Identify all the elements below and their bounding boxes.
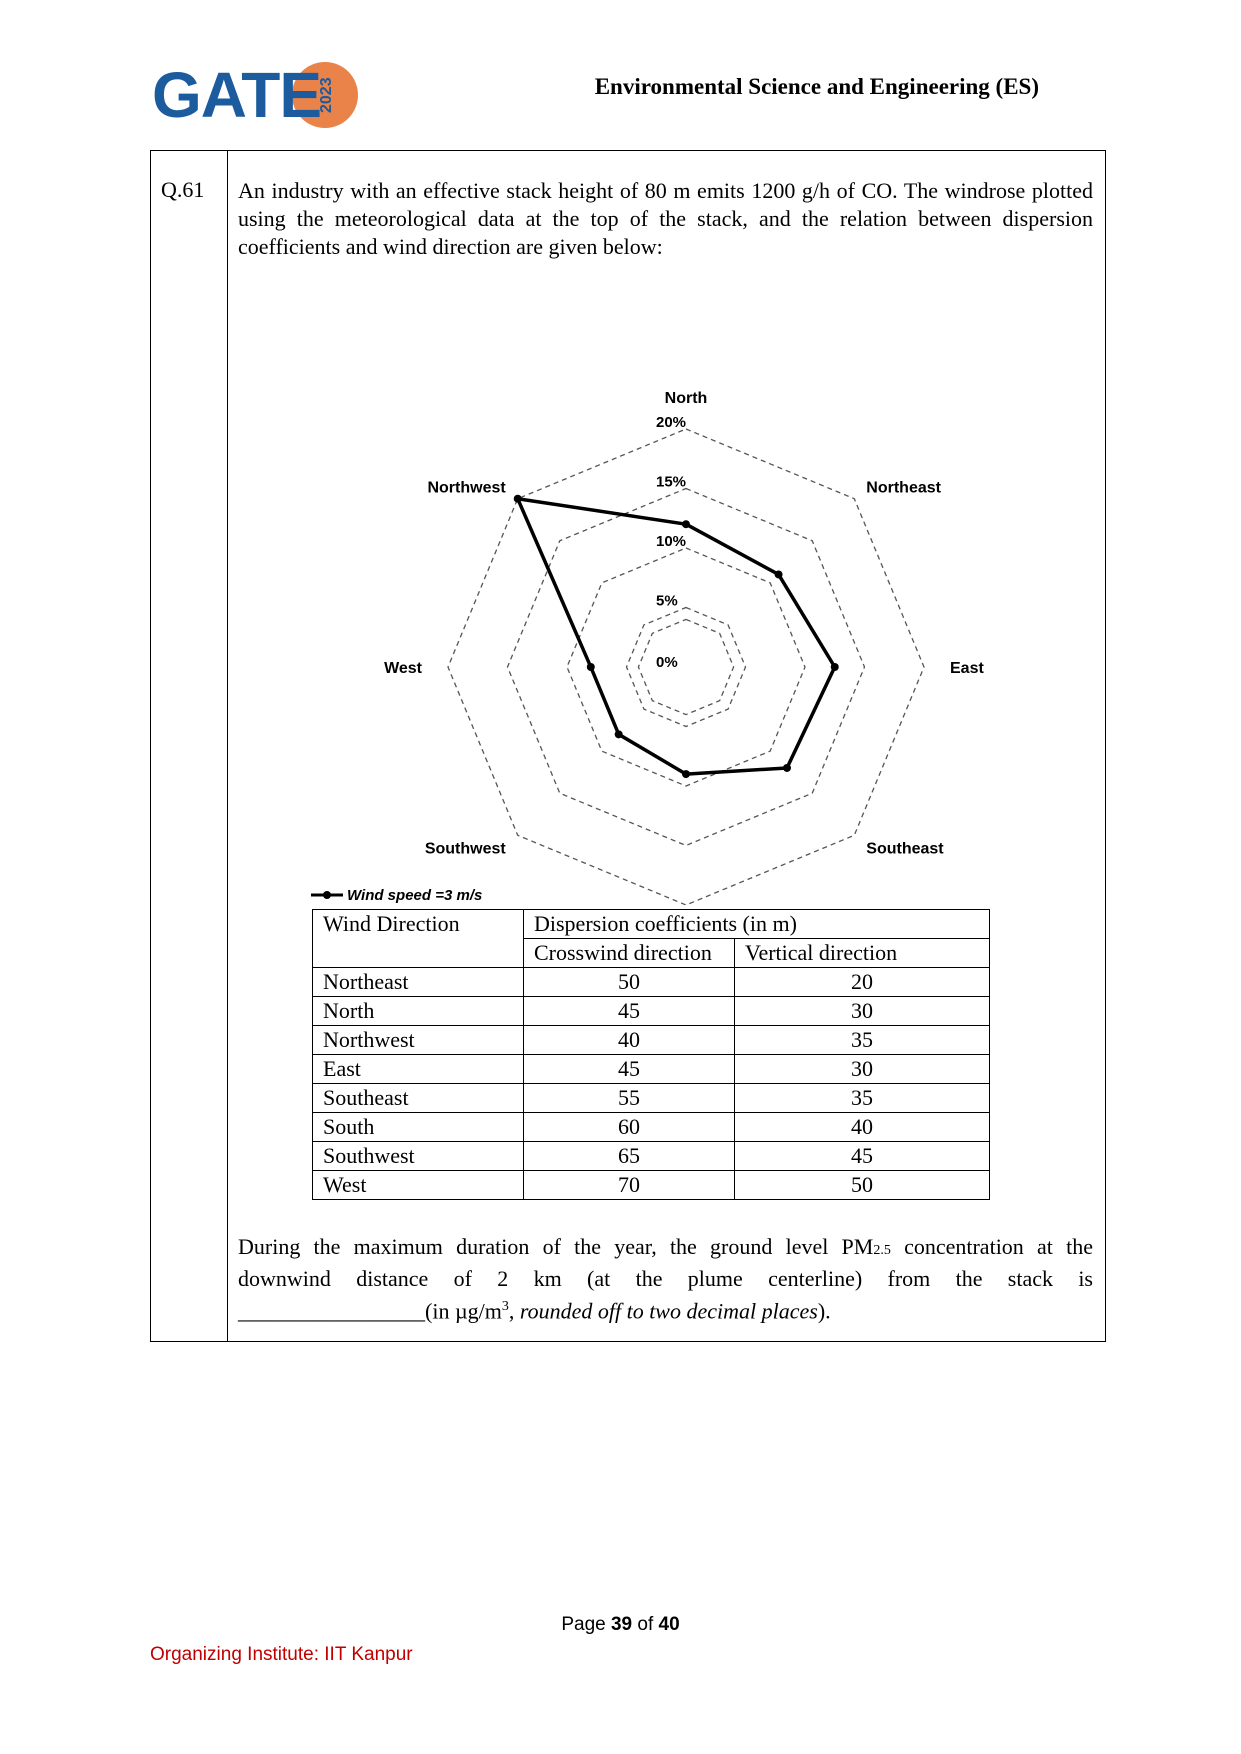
table-row bbox=[313, 1171, 990, 1200]
cell-crosswind: 40 bbox=[524, 1026, 735, 1055]
footer-subscript: 2.5 bbox=[873, 1243, 891, 1258]
data-point bbox=[514, 495, 522, 503]
question-number: Q.61 bbox=[161, 177, 205, 202]
grid-ring bbox=[567, 548, 805, 786]
footer-line-3 bbox=[238, 1293, 1093, 1325]
data-point bbox=[831, 663, 839, 671]
table-row bbox=[313, 997, 990, 1026]
header-wind-direction: Wind Direction bbox=[313, 910, 524, 968]
unit-superscript: 3 bbox=[501, 1299, 509, 1314]
legend-label: Wind speed =3 m/s bbox=[347, 887, 483, 904]
gate-logo bbox=[152, 58, 362, 134]
cell-vertical: 40 bbox=[735, 1113, 990, 1142]
direction-label: East bbox=[950, 660, 984, 677]
data-point bbox=[783, 764, 791, 772]
cell-crosswind: 60 bbox=[524, 1113, 735, 1142]
data-point bbox=[775, 570, 783, 578]
ring-label: 15% bbox=[656, 473, 687, 491]
cell-crosswind: 50 bbox=[524, 968, 735, 997]
footer-end: ). bbox=[817, 1298, 831, 1324]
data-point bbox=[615, 730, 623, 738]
table-row bbox=[313, 1142, 990, 1171]
data-point bbox=[682, 770, 690, 778]
page-number bbox=[0, 1614, 1241, 1636]
column-divider bbox=[227, 151, 228, 1341]
question-footer bbox=[238, 1233, 1093, 1325]
page-total: 40 bbox=[658, 1614, 680, 1635]
table-row bbox=[313, 1026, 990, 1055]
grid-ring bbox=[627, 608, 746, 727]
cell-vertical: 45 bbox=[735, 1142, 990, 1171]
ring-label: 10% bbox=[656, 533, 687, 550]
table-row bbox=[313, 1055, 990, 1084]
cell-crosswind: 45 bbox=[524, 997, 735, 1026]
cell-vertical: 50 bbox=[735, 1171, 990, 1200]
table-row bbox=[313, 1113, 990, 1142]
cell-crosswind: 45 bbox=[524, 1055, 735, 1084]
question-text: An industry with an effective stack height of 80 m emits 1200 g/h of CO. The windrose plotted using the meteorological data at the top of the stack, and the relation between dispersion coefficients and wind direction are given below: bbox=[238, 178, 1093, 259]
header-dispersion: Dispersion coefficients (in m) bbox=[524, 910, 990, 939]
cell-direction: North bbox=[313, 997, 524, 1026]
rounding-note: rounded off to two decimal places bbox=[519, 1298, 818, 1324]
cell-vertical: 30 bbox=[735, 997, 990, 1026]
footer-text-a: During the maximum duration of the year, the ground level PM bbox=[238, 1234, 874, 1259]
ring-label: 0% bbox=[656, 654, 678, 671]
windrose-chart bbox=[231, 275, 1101, 905]
direction-label: West bbox=[384, 660, 422, 677]
cell-direction: South bbox=[313, 1113, 524, 1142]
ring-label: 5% bbox=[656, 592, 678, 610]
page-mid: of bbox=[632, 1614, 659, 1635]
direction-label: North bbox=[664, 390, 708, 407]
data-point bbox=[587, 663, 595, 671]
page-current: 39 bbox=[610, 1614, 633, 1635]
dispersion-table bbox=[312, 909, 990, 1200]
answer-blank: _________________ bbox=[238, 1298, 425, 1324]
table-row bbox=[313, 968, 990, 997]
cell-vertical: 35 bbox=[735, 1026, 990, 1055]
cell-crosswind: 55 bbox=[524, 1084, 735, 1113]
unit-comma: , bbox=[508, 1298, 520, 1324]
cell-direction: Northwest bbox=[313, 1026, 524, 1055]
table-row bbox=[313, 1084, 990, 1113]
direction-label: Northwest bbox=[427, 479, 506, 497]
footer-line-1 bbox=[238, 1233, 1093, 1265]
cell-vertical: 30 bbox=[735, 1055, 990, 1084]
direction-label: Southwest bbox=[424, 840, 506, 858]
logo-text: GATE bbox=[152, 59, 322, 131]
data-point bbox=[682, 520, 690, 528]
cell-vertical: 20 bbox=[735, 968, 990, 997]
cell-direction: Southeast bbox=[313, 1084, 524, 1113]
page-prefix: Page bbox=[561, 1614, 611, 1635]
header-crosswind: Crosswind direction bbox=[524, 939, 735, 968]
logo-year: 2023 bbox=[318, 77, 335, 113]
footer-text-b: concentration at the bbox=[890, 1234, 1093, 1259]
organizing-institute: Organizing Institute: IIT Kanpur bbox=[150, 1644, 413, 1665]
paper-title: Environmental Science and Engineering (ES) bbox=[594, 74, 1039, 99]
header-vertical: Vertical direction bbox=[735, 939, 990, 968]
direction-label: Northeast bbox=[866, 479, 941, 497]
question-box bbox=[150, 150, 1106, 1342]
cell-direction: East bbox=[313, 1055, 524, 1084]
footer-line-2: downwind distance of 2 km (at the plume centerline) from the stack is bbox=[238, 1266, 1093, 1291]
cell-direction: West bbox=[313, 1171, 524, 1200]
unit-text: (in µg/m bbox=[425, 1298, 502, 1324]
cell-crosswind: 65 bbox=[524, 1142, 735, 1171]
cell-direction: Southwest bbox=[313, 1142, 524, 1171]
grid-ring bbox=[638, 619, 733, 714]
cell-vertical: 35 bbox=[735, 1084, 990, 1113]
legend-marker bbox=[323, 891, 331, 899]
table-header-row bbox=[313, 910, 990, 939]
cell-crosswind: 70 bbox=[524, 1171, 735, 1200]
cell-direction: Northeast bbox=[313, 968, 524, 997]
direction-label: Southeast bbox=[866, 840, 944, 858]
ring-label: 20% bbox=[656, 414, 687, 431]
